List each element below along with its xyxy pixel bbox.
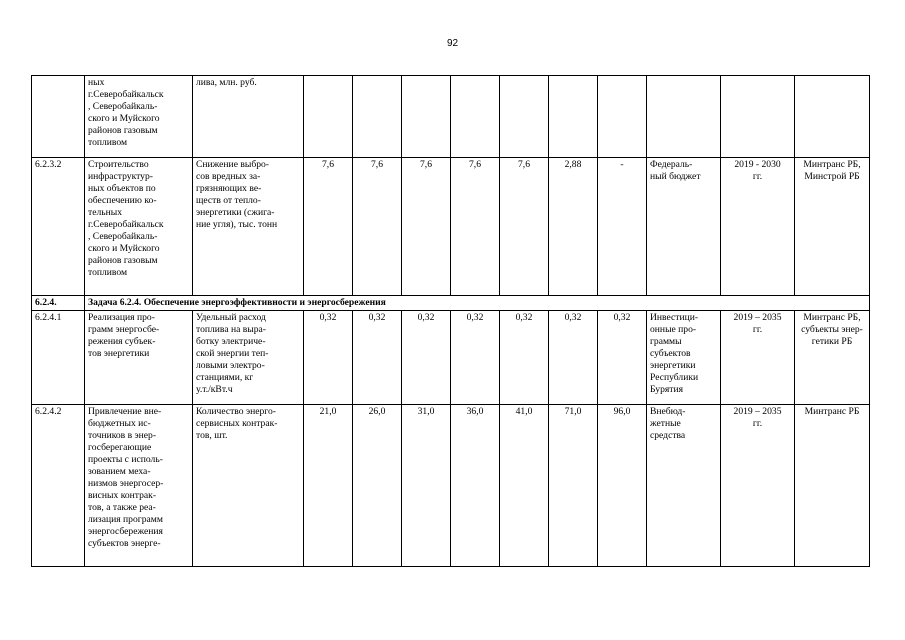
table-row [32, 405, 870, 567]
section-code: 6.2.4. [32, 296, 85, 311]
row-code: 6.2.4.2 [32, 405, 85, 567]
value-cell: 0,32 [451, 311, 500, 405]
executor-cell: Минтранс РБ, субъекты энер- гетики РБ [795, 311, 870, 405]
executor-cell [795, 76, 870, 158]
value-cell: 31,0 [402, 405, 451, 567]
funding-source-cell: Федераль- ный бюджет [647, 158, 721, 296]
value-cell: 7,6 [402, 158, 451, 296]
section-title: Задача 6.2.4. Обеспечение энергоэффективности и энергосбережения [85, 296, 870, 311]
value-cell [500, 76, 549, 158]
period-cell: 2019 – 2035 гг. [721, 405, 795, 567]
value-cell [451, 76, 500, 158]
value-cell: 26,0 [353, 405, 402, 567]
value-cell: 41,0 [500, 405, 549, 567]
value-cell: 7,6 [353, 158, 402, 296]
period-cell [721, 76, 795, 158]
value-cell: 0,32 [304, 311, 353, 405]
indicator-cell: Снижение выбро- сов вредных за- грязняющих ве- ществ от тепло- энергетики (сжига- ние угля), тыс. тонн [193, 158, 304, 296]
value-cell: 0,32 [500, 311, 549, 405]
value-cell [304, 76, 353, 158]
executor-cell: Минтранс РБ [795, 405, 870, 567]
value-cell [549, 76, 598, 158]
activity-cell: Реализация про- грамм энергосбе- режения субъек- тов энергетики [85, 311, 193, 405]
value-cell: 0,32 [598, 311, 647, 405]
value-cell [598, 76, 647, 158]
value-cell: 0,32 [402, 311, 451, 405]
value-cell [353, 76, 402, 158]
value-cell: 7,6 [451, 158, 500, 296]
table-row [32, 76, 870, 158]
value-cell: 7,6 [500, 158, 549, 296]
value-cell: 0,32 [549, 311, 598, 405]
program-table [31, 75, 870, 567]
value-cell: 0,32 [353, 311, 402, 405]
value-cell: 7,6 [304, 158, 353, 296]
table-row [32, 311, 870, 405]
executor-cell: Минтранс РБ, Минстрой РБ [795, 158, 870, 296]
funding-source-cell: Внебюд- жетные средства [647, 405, 721, 567]
value-cell: 21,0 [304, 405, 353, 567]
activity-cell: ных г.Северобайкальск , Северобайкаль- ского и Муйского районов газовым топливом [85, 76, 193, 158]
page-number: 92 [446, 38, 459, 49]
funding-source-cell: Инвестици- онные про- граммы субъектов энергетики Республики Бурятия [647, 311, 721, 405]
value-cell: 36,0 [451, 405, 500, 567]
value-cell: 96,0 [598, 405, 647, 567]
activity-cell: Привлечение вне- бюджетных ис- точников в энер- госберегающие проекты с исполь- зованием меха- низмов энергосер- висных контрак- тов, а также реа- лизация программ энергосбережения субъектов энерге- [85, 405, 193, 567]
indicator-cell: Количество энерго- сервисных контрак- тов, шт. [193, 405, 304, 567]
row-code: 6.2.3.2 [32, 158, 85, 296]
value-cell: 2,88 [549, 158, 598, 296]
funding-source-cell [647, 76, 721, 158]
value-cell: 71,0 [549, 405, 598, 567]
section-row [32, 296, 870, 311]
period-cell: 2019 - 2030 гг. [721, 158, 795, 296]
indicator-cell: Удельный расход топлива на выра- ботку электриче- ской энергии теп- ловыми электро- станциями, кг у.т./кВт.ч [193, 311, 304, 405]
value-cell: - [598, 158, 647, 296]
activity-cell: Строительство инфраструктур- ных объектов по обеспечению ко- тельных г.Северобайкальск , Северобайкаль- ского и Муйского районов газовым топливом [85, 158, 193, 296]
value-cell [402, 76, 451, 158]
indicator-cell: лива, млн. руб. [193, 76, 304, 158]
period-cell: 2019 – 2035 гг. [721, 311, 795, 405]
row-code: 6.2.4.1 [32, 311, 85, 405]
table-row [32, 158, 870, 296]
row-code [32, 76, 85, 158]
